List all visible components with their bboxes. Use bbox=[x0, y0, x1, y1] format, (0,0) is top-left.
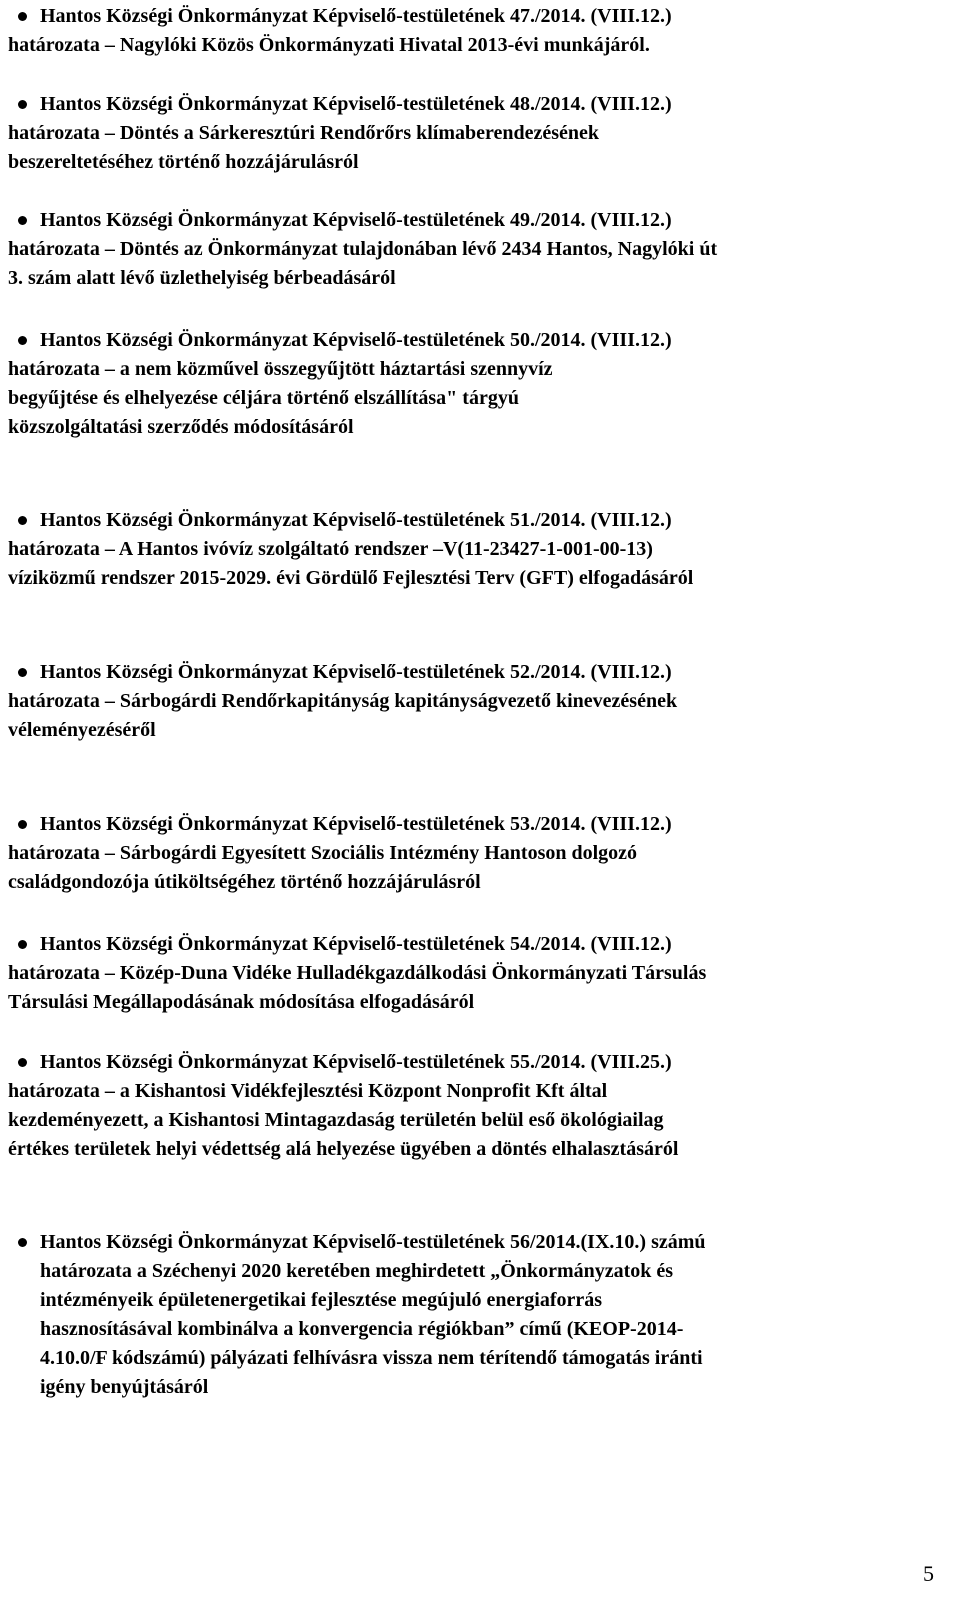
entry-heading: Hantos Községi Önkormányzat Képviselő-testületének 50./2014. (VIII.12.) bbox=[40, 329, 672, 351]
bullet-icon bbox=[18, 216, 27, 225]
entry-heading: Hantos Községi Önkormányzat Képviselő-testületének 53./2014. (VIII.12.) bbox=[40, 813, 672, 835]
entry-line: véleményezéséről bbox=[8, 719, 156, 741]
resolution-entry-47 bbox=[8, 2, 900, 60]
bullet-icon bbox=[18, 516, 27, 525]
entry-line: beszereltetéséhez történő hozzájárulásról bbox=[8, 151, 359, 173]
entry-heading: Hantos Községi Önkormányzat Képviselő-testületének 51./2014. (VIII.12.) bbox=[40, 509, 672, 531]
entry-line: határozata – Döntés az Önkormányzat tulajdonában lévő 2434 Hantos, Nagylóki út bbox=[8, 238, 718, 260]
entry-heading: Hantos Községi Önkormányzat Képviselő-testületének 52./2014. (VIII.12.) bbox=[40, 661, 672, 683]
bullet-icon bbox=[18, 12, 27, 21]
entry-line: határozata – a Kishantosi Vidékfejlesztési Központ Nonprofit Kft által bbox=[8, 1080, 608, 1102]
entry-heading: Hantos Községi Önkormányzat Képviselő-testületének 47./2014. (VIII.12.) bbox=[40, 5, 672, 27]
entry-line: határozata – A Hantos ivóvíz szolgáltató rendszer –V(11-23427-1-001-00-13) bbox=[8, 538, 653, 560]
entry-line: határozata a Széchenyi 2020 keretében meghirdetett „Önkormányzatok és bbox=[40, 1260, 674, 1282]
entry-heading: Hantos Községi Önkormányzat Képviselő-testületének 49./2014. (VIII.12.) bbox=[40, 209, 672, 231]
entry-line: határozata – Nagylóki Közös Önkormányzati Hivatal 2013-évi munkájáról. bbox=[8, 34, 650, 56]
resolution-entry-54 bbox=[8, 930, 900, 1017]
entry-line: begyűjtése és elhelyezése céljára történő elszállítása" tárgyú bbox=[8, 387, 519, 409]
resolution-entry-53 bbox=[8, 810, 900, 897]
entry-line: 4.10.0/F kódszámú) pályázati felhívásra vissza nem térítendő támogatás iránti bbox=[40, 1347, 703, 1369]
entry-line: kezdeményezett, a Kishantosi Mintagazdaság területén belül eső ökológiailag bbox=[8, 1109, 664, 1131]
resolution-entry-51 bbox=[8, 506, 900, 593]
entry-heading: Hantos Községi Önkormányzat Képviselő-testületének 54./2014. (VIII.12.) bbox=[40, 933, 672, 955]
resolution-entry-50 bbox=[8, 326, 900, 442]
entry-line: közszolgáltatási szerződés módosításáról bbox=[8, 416, 354, 438]
entry-line: értékes területek helyi védettség alá helyezése ügyében a döntés elhalasztásáról bbox=[8, 1138, 679, 1160]
entry-line: határozata – Közép-Duna Vidéke Hulladékgazdálkodási Önkormányzati Társulás bbox=[8, 962, 707, 984]
bullet-icon bbox=[18, 668, 27, 677]
resolution-entry-48 bbox=[8, 90, 900, 177]
entry-line: határozata – a nem közművel összegyűjtött háztartási szennyvíz bbox=[8, 358, 553, 380]
bullet-icon bbox=[18, 100, 27, 109]
bullet-icon bbox=[18, 336, 27, 345]
entry-line: Társulási Megállapodásának módosítása elfogadásáról bbox=[8, 991, 475, 1013]
entry-heading: Hantos Községi Önkormányzat Képviselő-testületének 55./2014. (VIII.25.) bbox=[40, 1051, 672, 1073]
entry-line: határozata – Döntés a Sárkeresztúri Rendőrőrs klímaberendezésének bbox=[8, 122, 600, 144]
entry-line: határozata – Sárbogárdi Rendőrkapitányság kapitányságvezető kinevezésének bbox=[8, 690, 678, 712]
bullet-icon bbox=[18, 820, 27, 829]
resolution-entry-49 bbox=[8, 206, 900, 293]
entry-line: 3. szám alatt lévő üzlethelyiség bérbeadásáról bbox=[8, 267, 396, 289]
entry-line: hasznosításával kombinálva a konvergencia régiókban” című (KEOP-2014- bbox=[40, 1318, 684, 1340]
resolution-entry-55 bbox=[8, 1048, 900, 1164]
page-number: 5 bbox=[923, 1561, 934, 1586]
bullet-icon bbox=[18, 1058, 27, 1067]
resolution-entry-56 bbox=[8, 1228, 900, 1402]
entry-line: határozata – Sárbogárdi Egyesített Szociális Intézmény Hantoson dolgozó bbox=[8, 842, 638, 864]
entry-line: családgondozója útiköltségéhez történő hozzájárulásról bbox=[8, 871, 481, 893]
entry-line: víziközmű rendszer 2015-2029. évi Gördülő Fejlesztési Terv (GFT) elfogadásáról bbox=[8, 567, 694, 589]
entry-line: igény benyújtásáról bbox=[40, 1376, 209, 1398]
resolution-entry-52 bbox=[8, 658, 900, 745]
entry-heading: Hantos Községi Önkormányzat Képviselő-testületének 56/2014.(IX.10.) számú bbox=[40, 1231, 706, 1253]
bullet-icon bbox=[18, 940, 27, 949]
entry-line: intézményeik épületenergetikai fejlesztése megújuló energiaforrás bbox=[40, 1289, 603, 1311]
bullet-icon bbox=[18, 1238, 27, 1247]
entry-heading: Hantos Községi Önkormányzat Képviselő-testületének 48./2014. (VIII.12.) bbox=[40, 93, 672, 115]
